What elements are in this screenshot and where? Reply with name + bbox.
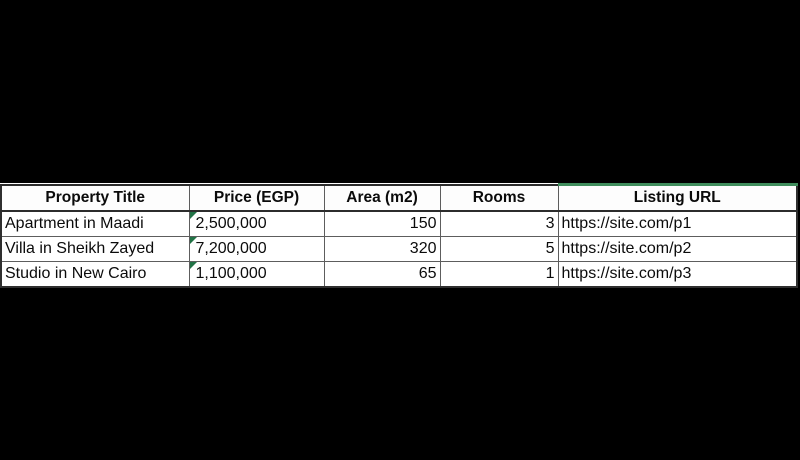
cell-price-value: 1,100,000 [195,265,267,282]
column-header-price-egp[interactable]: Price (EGP) [189,185,324,212]
cell-price-value: 7,200,000 [195,240,267,257]
table-row [1,237,797,262]
column-header-area-m2[interactable]: Area (m2) [324,185,440,212]
column-header-rooms[interactable]: Rooms [440,185,558,212]
number-stored-as-text-indicator-icon [190,262,197,269]
table-row [1,211,797,237]
cell-listing-url[interactable]: https://site.com/p2 [558,237,797,262]
cell-property-title[interactable]: Apartment in Maadi [1,211,189,237]
column-header-listing-url[interactable]: Listing URL [558,185,797,212]
property-listings-table [0,183,798,288]
cell-price-egp[interactable] [189,262,324,288]
cell-price-egp[interactable] [189,211,324,237]
table-row [1,262,797,288]
cell-listing-url[interactable]: https://site.com/p1 [558,211,797,237]
cell-area-m2[interactable]: 320 [324,237,440,262]
cell-rooms[interactable]: 1 [440,262,558,288]
cell-price-egp[interactable] [189,237,324,262]
cell-rooms[interactable]: 3 [440,211,558,237]
header-row [1,185,797,212]
column-header-property-title[interactable]: Property Title [1,185,189,212]
cell-property-title[interactable]: Studio in New Cairo [1,262,189,288]
number-stored-as-text-indicator-icon [190,237,197,244]
cell-listing-url[interactable]: https://site.com/p3 [558,262,797,288]
cell-area-m2[interactable]: 150 [324,211,440,237]
cell-price-value: 2,500,000 [195,215,267,232]
number-stored-as-text-indicator-icon [190,212,197,219]
cell-property-title[interactable]: Villa in Sheikh Zayed [1,237,189,262]
cell-area-m2[interactable]: 65 [324,262,440,288]
cell-rooms[interactable]: 5 [440,237,558,262]
